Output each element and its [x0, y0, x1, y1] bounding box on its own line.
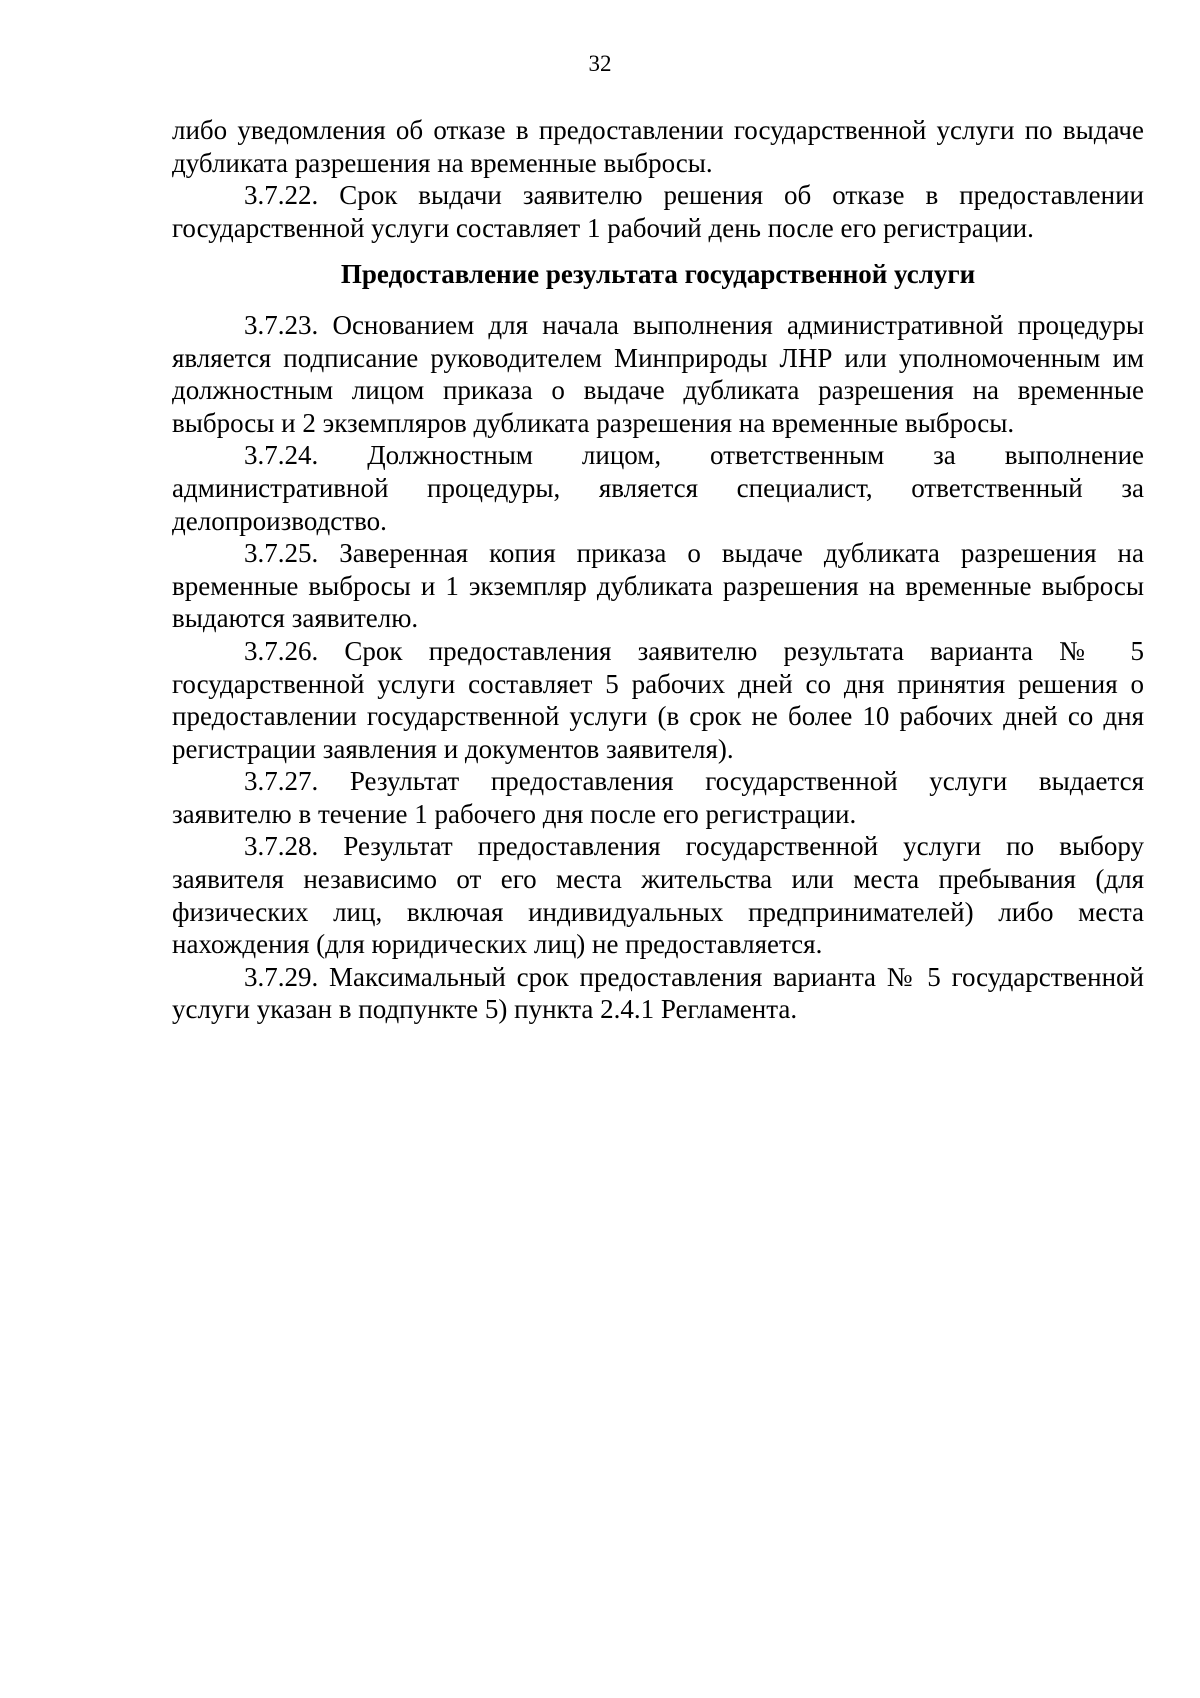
- paragraph-3-7-25: 3.7.25. Заверенная копия приказа о выдаче дубликата разрешения на временные выбросы и 1 экземпляр дубликата разрешения на временные выбросы выдаются заявителю.: [172, 538, 1144, 634]
- paragraph-3-7-27: 3.7.27. Результат предоставления государственной услуги выдается заявителю в течение 1 рабочего дня после его регистрации.: [172, 766, 1144, 829]
- paragraph-3-7-26: 3.7.26. Срок предоставления заявителю результата варианта № 5 государственной услуги составляет 5 рабочих дней со дня принятия решения о предоставлении государственной услуги (в срок не более 10 рабочих дней со дня регистрации заявления и документов заявителя).: [172, 635, 1144, 764]
- paragraph-3-7-24: 3.7.24. Должностным лицом, ответственным за выполнение административной процедуры, является специалист, ответственный за делопроизводство.: [172, 440, 1144, 536]
- paragraph-3-7-28: 3.7.28. Результат предоставления государственной услуги по выбору заявителя независимо от его места жительства или места пребывания (для физических лиц, включая индивидуальных предпринимателей) либо места нахождения (для юридических лиц) не предоставляется.: [172, 831, 1144, 960]
- document-body: [172, 114, 1144, 1026]
- page-number: 32: [588, 51, 612, 76]
- paragraph-3-7-29: 3.7.29. Максимальный срок предоставления варианта № 5 государственной услуги указан в подпункте 5) пункта 2.4.1 Регламента.: [172, 961, 1144, 1025]
- paragraph-3-7-23: 3.7.23. Основанием для начала выполнения административной процедуры является подписание руководителем Минприроды ЛНР или уполномоченным им должностным лицом приказа о выдаче дубликата разрешения на временные выбросы и 2 экземпляров дубликата разрешения на временные выбросы.: [172, 309, 1144, 438]
- section-heading: Предоставление результата государственной услуги: [340, 259, 976, 290]
- paragraph-continuation: либо уведомления об отказе в предоставлении государственной услуги по выдаче дубликата разрешения на временные выбросы.: [172, 115, 1144, 178]
- paragraph-3-7-22: 3.7.22. Срок выдачи заявителю решения об отказе в предоставлении государственной услуги составляет 1 рабочий день после его регистрации.: [172, 180, 1144, 243]
